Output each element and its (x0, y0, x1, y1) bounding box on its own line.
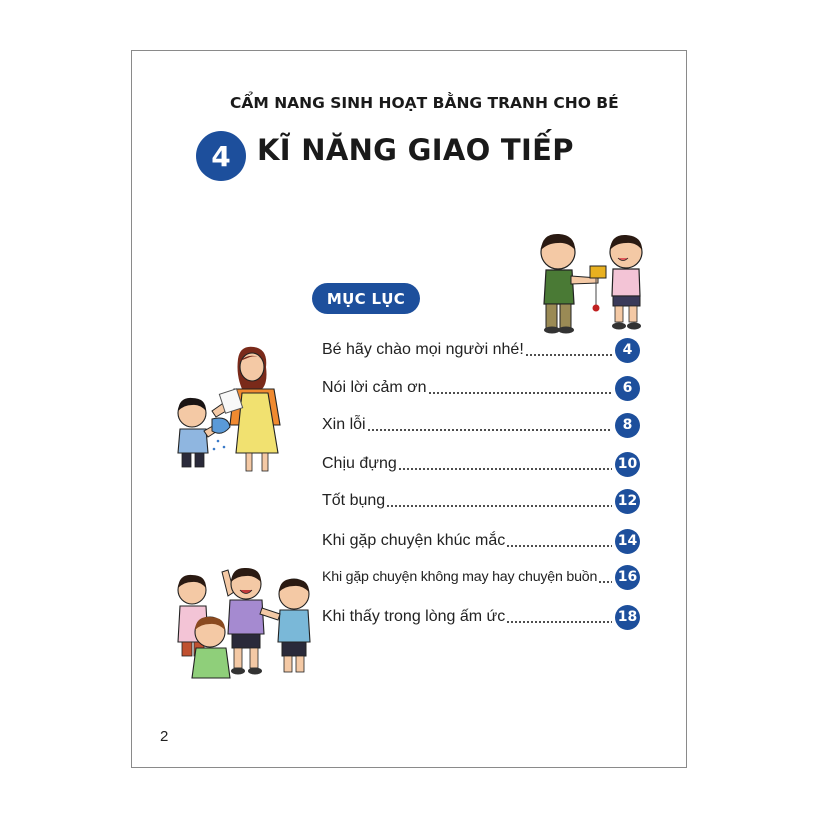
dot-leader (367, 418, 612, 432)
toc-entry[interactable] (322, 410, 640, 440)
toc-page-badge: 14 (615, 529, 640, 554)
toc-entry-title: Khi gặp chuyện không may hay chuyện buồn (322, 569, 598, 585)
series-title: CẨM NANG SINH HOẠT BẰNG TRANH CHO BÉ (230, 94, 619, 112)
toc-page-badge: 6 (615, 376, 640, 401)
volume-badge: 4 (196, 131, 246, 181)
toc-entry-title: Khi gặp chuyện khúc mắc (322, 532, 506, 549)
dot-leader (428, 381, 612, 395)
toc-entry[interactable] (322, 602, 640, 632)
toc-page-badge: 12 (615, 489, 640, 514)
toc-page-badge: 18 (615, 605, 640, 630)
toc-page-badge: 8 (615, 413, 640, 438)
children-group-illustration (170, 562, 315, 680)
toc-entry[interactable] (322, 562, 640, 592)
dot-leader (525, 343, 612, 357)
toc-entry[interactable] (322, 373, 640, 403)
dot-leader (506, 534, 612, 548)
dot-leader (506, 610, 612, 624)
toc-page-badge: 10 (615, 452, 640, 477)
dot-leader (598, 570, 612, 584)
toc-entry-title: Tốt bụng (322, 492, 386, 509)
toc-entry-title: Bé hãy chào mọi người nhé! (322, 341, 524, 358)
toc-entry[interactable] (322, 449, 640, 479)
toc-entry-title: Chịu đựng (322, 455, 397, 472)
toc-entry-title: Nói lời cảm ơn (322, 379, 427, 396)
page-number: 2 (160, 728, 169, 745)
toc-entry-title: Khi thấy trong lòng ấm ức (322, 608, 506, 625)
toc-page-badge: 4 (615, 338, 640, 363)
book-title: KĨ NĂNG GIAO TIẾP (257, 133, 574, 167)
toc-entry[interactable] (322, 526, 640, 556)
children-sharing-illustration (528, 228, 653, 336)
woman-child-illustration (170, 345, 295, 475)
toc-heading: MỤC LỤC (312, 283, 420, 314)
toc-entry-title: Xin lỗi (322, 416, 366, 433)
toc-page-badge: 16 (615, 565, 640, 590)
toc-entry[interactable] (322, 335, 640, 365)
dot-leader (398, 457, 612, 471)
toc-entry[interactable] (322, 486, 640, 516)
dot-leader (386, 494, 612, 508)
